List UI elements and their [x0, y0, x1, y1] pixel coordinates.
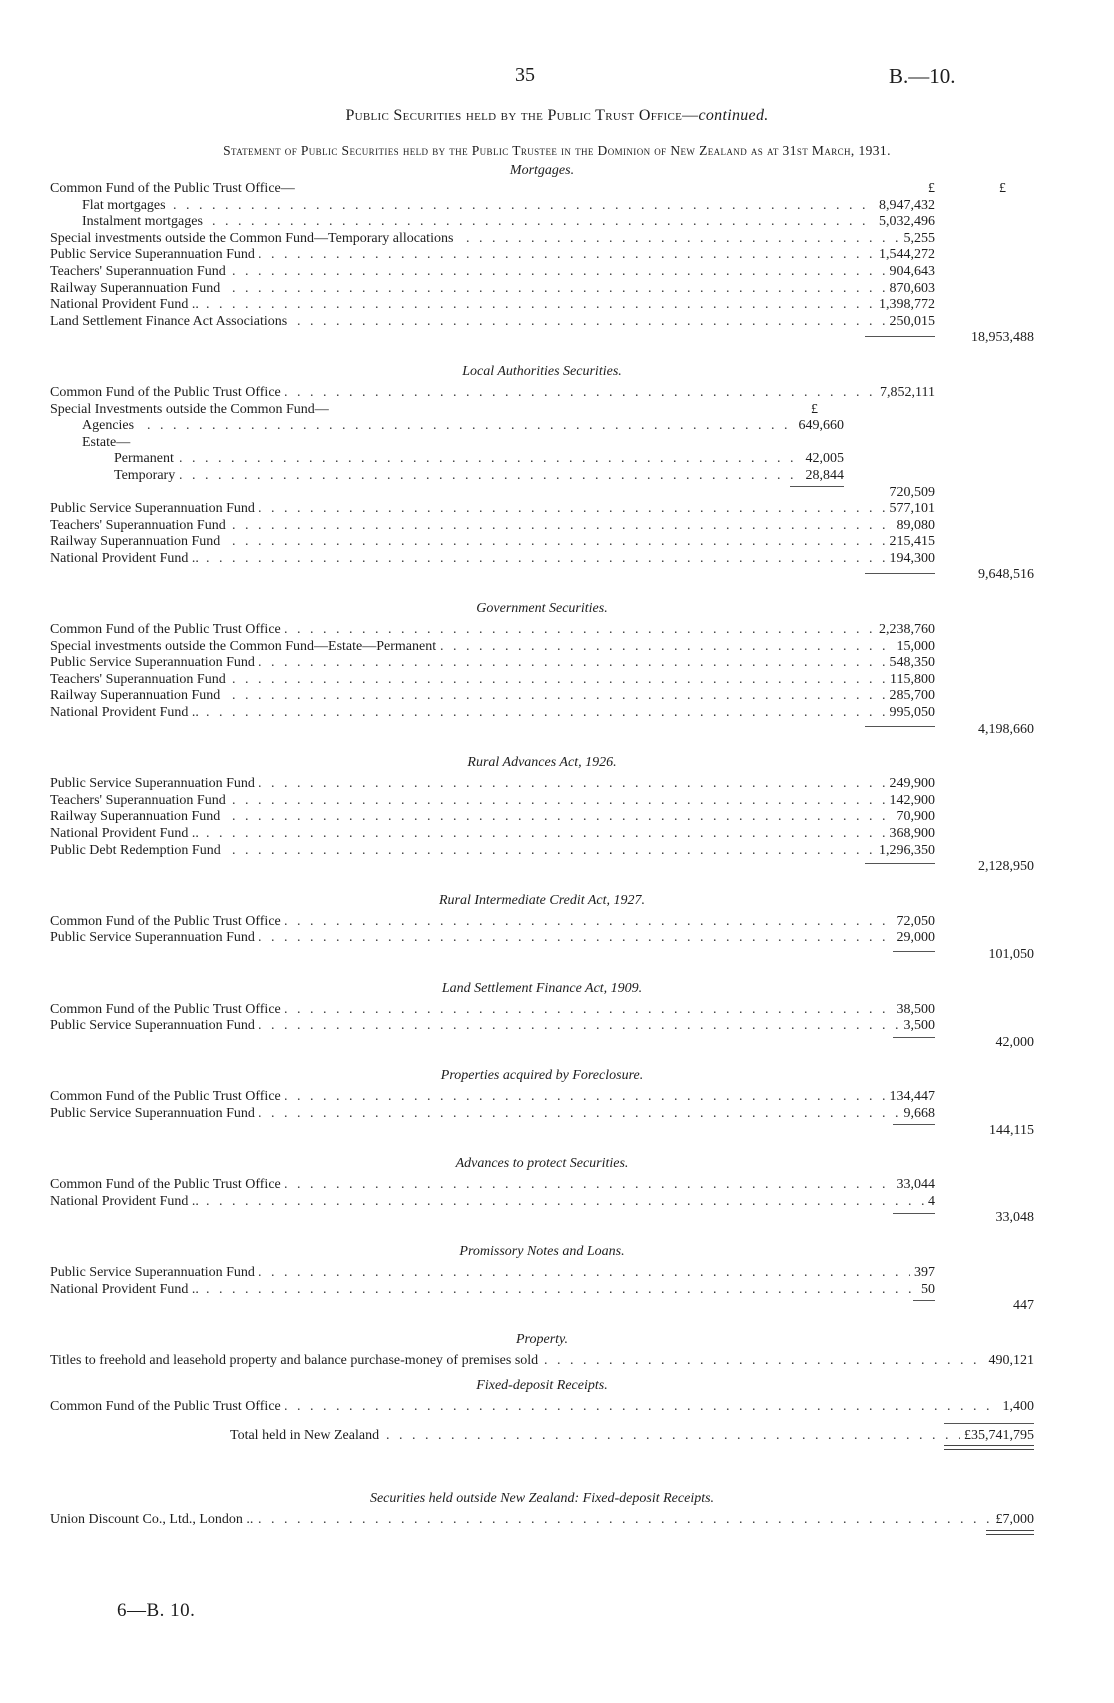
total-rule-row	[50, 1416, 1034, 1428]
table-row	[50, 914, 1034, 931]
table-row	[50, 826, 1034, 843]
table-row	[50, 231, 1034, 248]
row-amount: 3,500	[900, 1018, 936, 1035]
row-amount: 72,050	[893, 914, 936, 931]
table-row	[50, 688, 1034, 705]
row-label: Public Service Superannuation Fund	[50, 1106, 259, 1123]
table-row	[50, 198, 1034, 215]
row-amount: 142,900	[886, 793, 936, 810]
subtotal-rule	[913, 1300, 935, 1301]
section-total-row	[50, 1298, 1034, 1315]
section-heading: Land Settlement Finance Act, 1909.	[441, 980, 643, 996]
row-amount: £7,000	[992, 1512, 1035, 1529]
section-total: 4,198,660	[974, 722, 1034, 739]
table-row	[50, 418, 1034, 435]
row-amount: 33,044	[893, 1177, 936, 1194]
row-label: Teachers' Superannuation Fund	[50, 672, 230, 689]
row-amount: 5,032,496	[875, 214, 935, 231]
row-amount: 4	[924, 1194, 935, 1211]
table-row	[50, 1399, 1034, 1416]
table-row	[50, 385, 1034, 402]
subtotal-rule	[865, 726, 935, 727]
title-main: Public Securities held by the Public Trust Office—	[345, 107, 699, 124]
row-label: Temporary	[114, 468, 179, 485]
section-total-row	[50, 859, 1034, 876]
statement-subtitle: Statement of Public Securities held by the Public Trustee in the Dominion of New Zealand as at 31st March, 1931.	[223, 143, 891, 158]
section-total-row	[50, 947, 1034, 964]
row-amount: 194,300	[886, 551, 936, 568]
section-heading: Fixed-deposit Receipts.	[476, 1378, 608, 1394]
row-label: Public Service Superannuation Fund	[50, 1018, 259, 1035]
section-total: 33,048	[992, 1210, 1035, 1227]
section-total: 42,000	[992, 1035, 1035, 1052]
pound-sign: £	[928, 181, 935, 196]
row-amount: 397	[910, 1265, 935, 1282]
subtotal-rule	[865, 863, 935, 864]
row-amount: 15,000	[893, 639, 936, 656]
table-row	[50, 468, 1034, 485]
row-label: Common Fund of the Public Trust Office	[50, 914, 285, 931]
row-label: National Provident Fund ..	[50, 1282, 203, 1299]
row-amount: 250,015	[886, 314, 936, 331]
section-heading: Advances to protect Securities.	[455, 1156, 629, 1172]
row-amount: 904,643	[886, 264, 936, 281]
row-label: Common Fund of the Public Trust Office	[50, 1089, 285, 1106]
section-total: 2,128,950	[974, 859, 1034, 876]
section-total-row	[50, 722, 1034, 739]
footer-signature: 6—B. 10.	[117, 1600, 196, 1621]
table-row	[50, 639, 1034, 656]
row-label: Public Service Superannuation Fund	[50, 776, 259, 793]
row-amount: 649,660	[795, 418, 845, 435]
table-row	[50, 435, 1034, 452]
row-amount: 995,050	[886, 705, 936, 722]
row-label: Special Investments outside the Common Fund—	[50, 402, 333, 419]
table-row	[50, 534, 1034, 551]
row-label: Common Fund of the Public Trust Office	[50, 1002, 285, 1019]
subtotal-rule	[893, 1213, 935, 1214]
row-label: Agencies	[82, 418, 138, 435]
table-row	[50, 705, 1034, 722]
section-total: 1,400	[999, 1399, 1035, 1416]
row-amount: 9,668	[900, 1106, 936, 1123]
subtotal-rule	[865, 573, 935, 574]
row-amount: 38,500	[893, 1002, 936, 1019]
table-row	[50, 1194, 1034, 1211]
section-heading: Securities held outside New Zealand: Fixed-deposit Receipts.	[369, 1491, 715, 1507]
row-amount: 89,080	[893, 518, 936, 535]
row-amount: 115,800	[886, 672, 935, 689]
row-amount: 577,101	[886, 501, 936, 518]
table-row	[50, 1106, 1034, 1123]
row-label: National Provident Fund ..	[50, 551, 203, 568]
table-row	[50, 214, 1034, 231]
row-amount: 28,844	[802, 468, 845, 485]
section-total: 101,050	[985, 947, 1035, 964]
section-total-row	[50, 330, 1034, 347]
table-row	[50, 551, 1034, 568]
row-amount: 870,603	[886, 281, 936, 298]
table-row	[50, 809, 1034, 826]
section-heading: Rural Intermediate Credit Act, 1927.	[438, 892, 646, 908]
row-amount: 368,900	[886, 826, 936, 843]
row-label: Land Settlement Finance Act Associations	[50, 314, 291, 331]
table-row	[50, 281, 1034, 298]
document-reference: B.—10.	[889, 64, 956, 88]
table-row	[50, 314, 1034, 331]
section-heading: Local Authorities Securities.	[462, 363, 622, 379]
row-label: National Provident Fund ..	[50, 1194, 203, 1211]
table-row	[50, 1282, 1034, 1299]
table-row	[50, 402, 1034, 419]
grand-total-label: Total held in New Zealand	[230, 1428, 383, 1445]
title-continued: continued.	[698, 107, 769, 124]
row-label: Permanent	[114, 451, 178, 468]
row-label: Instalment mortgages	[82, 214, 207, 231]
row-amount: 29,000	[893, 930, 936, 947]
table-row	[50, 264, 1034, 281]
table-row	[50, 1089, 1034, 1106]
section-heading: Property.	[516, 1331, 568, 1347]
row-label: Special investments outside the Common Fund—Temporary allocations	[50, 231, 457, 248]
table-row	[50, 297, 1034, 314]
row-label: Common Fund of the Public Trust Office	[50, 1177, 285, 1194]
row-amount: 2,238,760	[875, 622, 935, 639]
table-row	[50, 518, 1034, 535]
table-row	[50, 843, 1034, 860]
row-label: Public Service Superannuation Fund	[50, 930, 259, 947]
row-label: Common Fund of the Public Trust Office	[50, 1399, 285, 1416]
section-heading: Government Securities.	[476, 601, 608, 617]
row-amount: 285,700	[886, 688, 936, 705]
section-total-row	[50, 567, 1034, 584]
row-label: Public Service Superannuation Fund	[50, 655, 259, 672]
pound-sign: £	[811, 401, 818, 417]
row-label: Public Service Superannuation Fund	[50, 1265, 259, 1282]
row-label: Public Debt Redemption Fund	[50, 843, 225, 860]
row-label: Estate—	[82, 435, 134, 452]
row-label: National Provident Fund ..	[50, 705, 203, 722]
section-heading: Mortgages.	[509, 163, 575, 178]
pound-sign: £	[999, 181, 1006, 196]
row-amount: 215,415	[886, 534, 936, 551]
subtotal-rule	[865, 336, 935, 337]
table-row	[50, 1353, 1034, 1370]
table-row	[50, 1002, 1034, 1019]
subtotal-rule	[893, 1037, 935, 1038]
row-amount: 8,947,432	[875, 198, 935, 215]
section-total-row	[50, 1210, 1034, 1227]
row-label: National Provident Fund ..	[50, 297, 203, 314]
row-label: Titles to freehold and leasehold property and balance purchase-money of premises sold	[50, 1353, 542, 1370]
row-label: Common Fund of the Public Trust Office—	[50, 181, 299, 198]
table-row	[50, 776, 1034, 793]
page-title	[0, 107, 1114, 125]
row-amount: 134,447	[886, 1089, 936, 1106]
section-total: 9,648,516	[974, 567, 1034, 584]
double-underline	[944, 1445, 1034, 1450]
double-underline	[986, 1530, 1034, 1535]
table-row	[50, 1018, 1034, 1035]
table-row	[50, 930, 1034, 947]
row-amount: 1,398,772	[875, 297, 935, 314]
section-total: 490,121	[985, 1353, 1035, 1370]
row-amount: 1,544,272	[875, 247, 935, 264]
table-row	[50, 501, 1034, 518]
table-row	[50, 451, 1034, 468]
row-amount: 7,852,111	[876, 385, 935, 402]
page-number: 35	[515, 64, 535, 86]
double-rule-row	[50, 1529, 1034, 1541]
row-amount: 42,005	[802, 451, 845, 468]
row-label: Public Service Superannuation Fund	[50, 247, 259, 264]
table-row	[50, 793, 1034, 810]
section-heading: Properties acquired by Foreclosure.	[440, 1068, 644, 1084]
grand-total-amount: £35,741,795	[960, 1428, 1034, 1445]
table-row	[50, 1512, 1034, 1529]
section-total: 447	[1009, 1298, 1034, 1315]
row-label: Railway Superannuation Fund	[50, 534, 224, 551]
row-label: Special investments outside the Common Fund—Estate—Permanent	[50, 639, 440, 656]
section-heading: Rural Advances Act, 1926.	[467, 755, 617, 771]
row-label: Flat mortgages	[82, 198, 170, 215]
row-label: Public Service Superannuation Fund	[50, 501, 259, 518]
grand-total-row	[50, 1428, 1034, 1445]
section-total-row	[50, 1035, 1034, 1052]
section-total: 144,115	[985, 1123, 1034, 1140]
subtotal-rule	[893, 951, 935, 952]
table-row	[50, 247, 1034, 264]
table-row	[50, 622, 1034, 639]
row-label: Common Fund of the Public Trust Office	[50, 385, 285, 402]
row-label: Teachers' Superannuation Fund	[50, 518, 230, 535]
row-amount: 720,509	[886, 485, 936, 502]
row-label: Common Fund of the Public Trust Office	[50, 622, 285, 639]
row-label: Railway Superannuation Fund	[50, 809, 224, 826]
row-amount: 548,350	[886, 655, 936, 672]
row-label: Teachers' Superannuation Fund	[50, 264, 230, 281]
table-row	[50, 485, 1034, 502]
row-amount: 5,255	[900, 231, 936, 248]
subtotal-rule	[790, 486, 844, 487]
row-label: Railway Superannuation Fund	[50, 688, 224, 705]
section-total: 18,953,488	[967, 330, 1034, 347]
total-rule	[944, 1423, 1034, 1424]
row-amount: 249,900	[886, 776, 936, 793]
table-row	[50, 1265, 1034, 1282]
section-heading: Promissory Notes and Loans.	[459, 1243, 625, 1259]
subtotal-rule	[893, 1124, 935, 1125]
row-amount: 1,296,350	[875, 843, 935, 860]
table-row	[50, 672, 1034, 689]
table-row	[50, 655, 1034, 672]
row-label: Railway Superannuation Fund	[50, 281, 224, 298]
row-label: Teachers' Superannuation Fund	[50, 793, 230, 810]
table-row	[50, 181, 1034, 198]
row-label: Union Discount Co., Ltd., London ..	[50, 1512, 257, 1529]
row-label: National Provident Fund ..	[50, 826, 203, 843]
section-total-row	[50, 1123, 1034, 1140]
securities-table	[50, 163, 1034, 1541]
row-amount: 50	[917, 1282, 935, 1299]
table-row	[50, 1177, 1034, 1194]
double-rule-row	[50, 1444, 1034, 1456]
row-amount: 70,900	[893, 809, 936, 826]
